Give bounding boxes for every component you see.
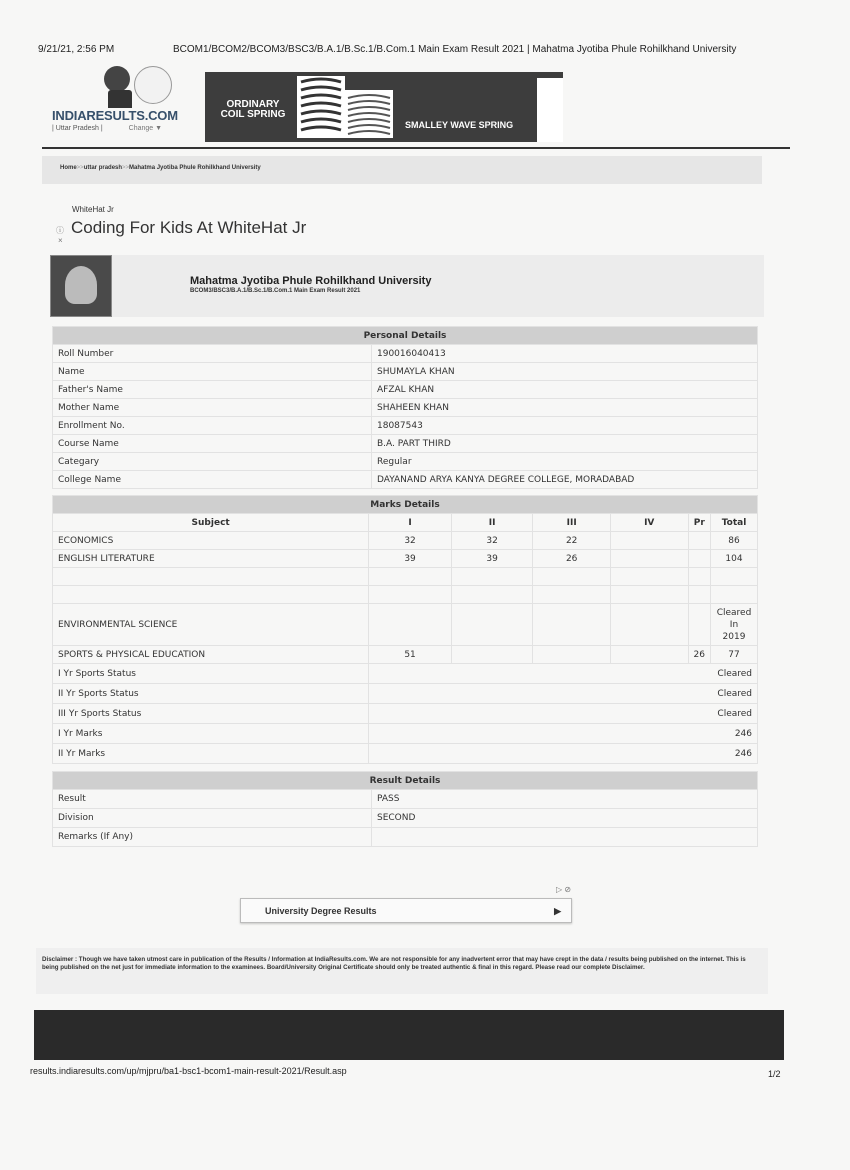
- play-arrow-icon: ▶: [554, 906, 561, 916]
- ordinary-coil-label: ORDINARY COIL SPRING: [220, 99, 286, 120]
- mother-name-value: SHAHEEN KHAN: [372, 399, 758, 417]
- roll-number-value: 190016040413: [372, 345, 758, 363]
- table-row: Father's Name AFZAL KHAN: [53, 381, 758, 399]
- result-value: PASS: [372, 790, 758, 809]
- breadcrumb-state[interactable]: uttar pradesh: [83, 165, 123, 171]
- table-row: II Yr Sports Status Cleared: [53, 684, 758, 704]
- wave-spring-label: SMALLEY WAVE SPRING: [405, 120, 514, 130]
- ad-info-icon[interactable]: ⓘ: [56, 226, 64, 235]
- table-row: Enrollment No. 18087543: [53, 417, 758, 435]
- personal-details-heading: Personal Details: [53, 327, 758, 345]
- degree-link-label: University Degree Results: [265, 906, 377, 916]
- university-emblem-icon: [50, 255, 112, 317]
- table-row: SPORTS & PHYSICAL EDUCATION 51 26 77: [53, 646, 758, 664]
- print-date: 9/21/21, 2:56 PM: [38, 44, 115, 55]
- wave-spring-icon: [345, 90, 393, 138]
- disclaimer-text: Disclaimer : Though we have taken utmost care in publication of the Results / Information at IndiaResults.com. We are not responsible for any inadvertent error that may have crept in the data / results being published on the internet. This is being published on the net just for immediate information to the examinees. Board/University Original Certificate should only be treated authentic & final in this regard. Please read our complete Disclaimer.: [36, 948, 768, 994]
- region-row: [52, 125, 162, 132]
- state-map-icon: [134, 66, 172, 104]
- result-details-heading: Result Details: [53, 772, 758, 790]
- table-row: Name SHUMAYLA KHAN: [53, 363, 758, 381]
- table-row: Course Name B.A. PART THIRD: [53, 435, 758, 453]
- father-name-value: AFZAL KHAN: [372, 381, 758, 399]
- breadcrumb-university[interactable]: Mahatma Jyotiba Phule Rohilkhand University: [129, 165, 261, 171]
- table-row: Result PASS: [53, 790, 758, 809]
- table-row: ENGLISH LITERATURE 39 39 26 104: [53, 550, 758, 568]
- university-header: [50, 255, 764, 317]
- table-row: Roll Number 190016040413: [53, 345, 758, 363]
- personal-details-table: [52, 326, 758, 489]
- university-degree-results-link[interactable]: [240, 898, 572, 923]
- print-title: BCOM1/BCOM2/BCOM3/BSC3/B.A.1/B.Sc.1/B.Com.1 Main Exam Result 2021 | Mahatma Jyotiba Phule Rohilkhand University: [173, 44, 737, 55]
- table-row: ECONOMICS 32 32 22 86: [53, 532, 758, 550]
- table-row: College Name DAYANAND ARYA KANYA DEGREE COLLEGE, MORADABAD: [53, 471, 758, 489]
- table-row: [53, 568, 758, 586]
- brand-name: INDIARESULTS.COM: [52, 108, 178, 123]
- page-url: results.indiaresults.com/up/mjpru/ba1-bsc1-bcom1-main-result-2021/Result.asp: [30, 1066, 347, 1076]
- adchoices-icon[interactable]: ▷ ⊘: [556, 885, 572, 894]
- footer-bar: [34, 1010, 784, 1060]
- marks-header-row: Subject I II III IV Pr Total: [53, 514, 758, 532]
- exam-title: BCOM3/BSC3/B.A.1/B.Sc.1/B.Com.1 Main Exam Result 2021: [190, 288, 361, 294]
- category-value: Regular: [372, 453, 758, 471]
- table-row: I Yr Marks 246: [53, 724, 758, 744]
- marks-details-table: [52, 495, 758, 764]
- remarks-value: [372, 828, 758, 847]
- student-name-value: SHUMAYLA KHAN: [372, 363, 758, 381]
- spring-ad-banner[interactable]: [205, 72, 563, 142]
- ad-headline[interactable]: Coding For Kids At WhiteHat Jr: [71, 218, 307, 237]
- logo-head-icon: [104, 66, 130, 92]
- division-value: SECOND: [372, 809, 758, 828]
- coil-spring-icon: [297, 76, 345, 138]
- table-row: II Yr Marks 246: [53, 744, 758, 764]
- banner-edge: [537, 78, 563, 142]
- table-row: Mother Name SHAHEEN KHAN: [53, 399, 758, 417]
- ad-advertiser[interactable]: WhiteHat Jr: [72, 205, 114, 214]
- page-number: 1/2: [768, 1069, 781, 1079]
- table-row: Remarks (If Any): [53, 828, 758, 847]
- env-science-total: Cleared In 2019: [710, 604, 757, 646]
- site-logo[interactable]: [52, 66, 192, 144]
- marks-details-heading: Marks Details: [53, 496, 758, 514]
- college-value: DAYANAND ARYA KANYA DEGREE COLLEGE, MORADABAD: [372, 471, 758, 489]
- course-value: B.A. PART THIRD: [372, 435, 758, 453]
- result-details-table: [52, 771, 758, 847]
- breadcrumb: Home>>uttar pradesh>>Mahatma Jyotiba Phule Rohilkhand University: [42, 156, 762, 184]
- ad-close-icon[interactable]: ×: [58, 236, 63, 245]
- breadcrumb-home[interactable]: Home: [60, 165, 77, 171]
- change-region-link[interactable]: Change ▼: [128, 125, 163, 132]
- table-row: [53, 586, 758, 604]
- table-row: III Yr Sports Status Cleared: [53, 704, 758, 724]
- table-row: Categary Regular: [53, 453, 758, 471]
- enrollment-value: 18087543: [372, 417, 758, 435]
- region-label: | Uttar Pradesh |: [52, 125, 103, 132]
- table-row: ENVIRONMENTAL SCIENCE Cleared In 2019: [53, 604, 758, 646]
- header-divider: [42, 147, 790, 149]
- table-row: Division SECOND: [53, 809, 758, 828]
- logo-body-icon: [108, 90, 132, 108]
- university-name: Mahatma Jyotiba Phule Rohilkhand University: [190, 275, 432, 287]
- table-row: I Yr Sports Status Cleared: [53, 664, 758, 684]
